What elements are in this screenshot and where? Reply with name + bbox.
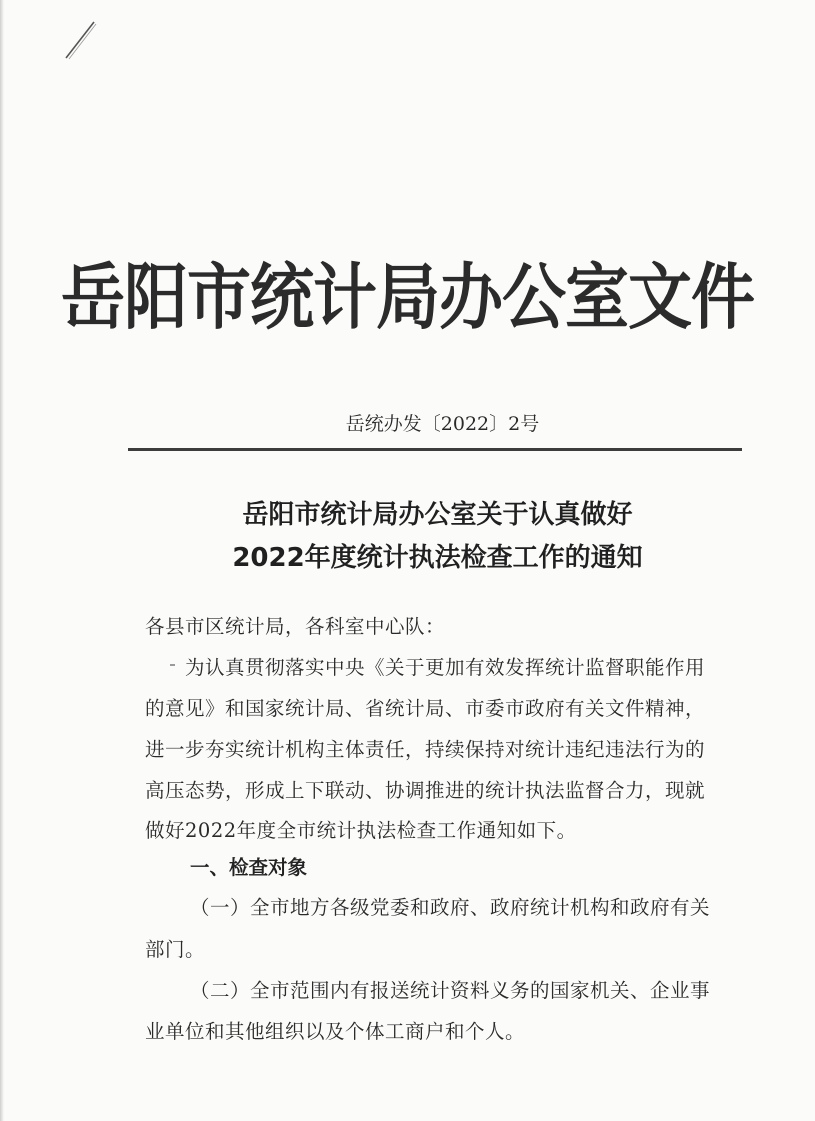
item-2-line-1: （二）全市范围内有报送统计资料义务的国家机关、企业事: [190, 979, 711, 1002]
scan-edge: [0, 0, 4, 1121]
paragraph-1-line-4: 高压态势，形成上下联动、协调推进的统计执法监督合力，现就: [145, 779, 706, 802]
scan-speck: [170, 664, 175, 666]
section-1-heading: 一、检查对象: [190, 856, 308, 879]
notice-title-line-2: 2022年度统计执法检查工作的通知: [232, 543, 643, 573]
item-1-line-1: （一）全市地方各级党委和政府、政府统计机构和政府有关: [190, 896, 711, 919]
issuing-office-title: 岳阳市统计局办公室文件: [61, 256, 754, 340]
paragraph-1-line-5: 做好2022年度全市统计执法检查工作通知如下。: [145, 819, 577, 842]
item-1-line-2: 部门。: [145, 938, 206, 961]
document-number: 岳统办发〔2022〕2号: [345, 413, 540, 435]
pen-mark-icon: [60, 18, 100, 62]
item-2-line-2: 业单位和其他组织以及个体工商户和个人。: [145, 1020, 526, 1043]
notice-title-line-1: 岳阳市统计局办公室关于认真做好: [242, 500, 633, 530]
addressee: 各县市区统计局，各科室中心队：: [145, 615, 446, 638]
paragraph-1-line-3: 进一步夯实统计机构主体责任，持续保持对统计违纪违法行为的: [145, 738, 706, 761]
header-divider: [128, 448, 742, 451]
paragraph-1-line-1: 为认真贯彻落实中央《关于更加有效发挥统计监督职能作用: [185, 656, 706, 679]
paragraph-1-line-2: 的意见》和国家统计局、省统计局、市委市政府有关文件精神，: [145, 697, 706, 720]
